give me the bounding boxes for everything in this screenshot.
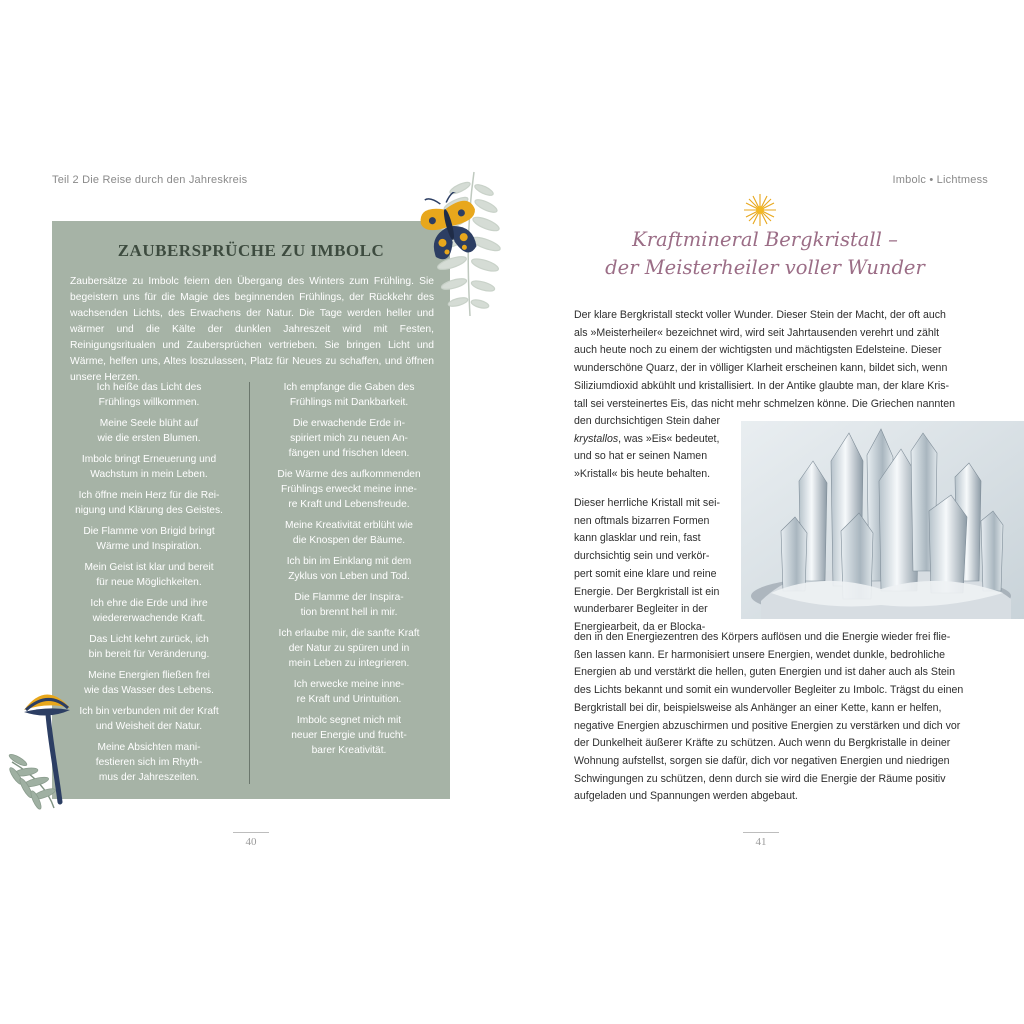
text-line: Dieser herrliche Kristall mit sei- bbox=[574, 497, 720, 509]
text-line: aufgeladen und Spannungen werden abgebaut. bbox=[574, 790, 798, 803]
spell-line: Ich erwecke meine inne- re Kraft und Urintuition. bbox=[293, 679, 405, 705]
text-line: nen oftmals bizarren Formen bbox=[574, 514, 710, 527]
spell-line: Mein Geist ist klar und bereit für neue Möglichkeiten. bbox=[84, 562, 214, 588]
text-line: Wohnung aufstellst, sorgen sie dafür, dich vor negativen Energien und niedrigen bbox=[574, 754, 950, 767]
spell-line: Die Flamme der Inspira- tion brennt hell in mir. bbox=[294, 592, 404, 618]
text-line: den in den Energiezentren des Körpers auflösen und die Energie wieder frei flie- bbox=[574, 631, 951, 643]
text-line: negative Energien abzuschirmen und positive Energien zu verstärken und dich vor bbox=[574, 719, 961, 732]
crystal-image bbox=[741, 421, 1024, 619]
spell-line: Die erwachende Erde in- spiriert mich zu neuen An- fängen und frischen Ideen. bbox=[288, 418, 410, 459]
text-line: Energiearbeit, da er Blocka- bbox=[574, 620, 706, 633]
heading-line: Kraftmineral Bergkristall – bbox=[632, 228, 898, 251]
box-intro: Zaubersätze zu Imbolc feiern den Übergang des Winters zum Frühling. Sie begeistern uns für die Magie des beginnenden Frühlings, der Rückkehr des wachsenden Lichts, des Erwachens der Natur. Die Tage werden heller und wärmer und die Kälte der dunklen Jahreszeit wird mit Festen, Reinigungsritualen und Zaubersprüchen vertrieben. Sie bringen Licht und Wärme, helfen uns, Altes loszulassen, Platz für Neues zu schaffen, und öffnen unsere Herzen. bbox=[70, 276, 434, 383]
paragraph-intro bbox=[574, 307, 972, 413]
text-line: pert somit eine klare und reine bbox=[574, 567, 717, 580]
spell-line: Meine Kreativität erblüht wie die Knospen der Bäume. bbox=[285, 520, 413, 546]
text-line: des Lichts bekannt und somit ein wundervoller Begleiter zu Imbolc. Trägst du einen bbox=[574, 684, 964, 697]
paragraph-name-origin bbox=[574, 413, 734, 484]
page-number-right: 41 bbox=[741, 836, 781, 848]
text-line: Bergkristall bei dir, beispielsweise als Anhänger an einer Kette, kann er helfen, bbox=[574, 701, 942, 714]
spell-line: Ich öffne mein Herz für die Rei- nigung und Klärung des Geistes. bbox=[75, 490, 223, 516]
text-line: durchsichtig sein und verkör- bbox=[574, 550, 710, 563]
page-number-left: 40 bbox=[231, 836, 271, 848]
column-divider bbox=[249, 382, 250, 784]
paragraph-crystal-description bbox=[574, 495, 729, 637]
spell-line: Ich bin verbunden mit der Kraft und Weisheit der Natur. bbox=[79, 706, 219, 732]
spell-line: Imbolc segnet mich mit neuer Energie und frucht- barer Kreativität. bbox=[291, 715, 407, 756]
text-line: tall sei versteinertes Eis, das nicht mehr schmelzen könne. Die Griechen nannten bbox=[574, 397, 955, 410]
box-title: ZAUBERSPRÜCHE ZU IMBOLC bbox=[117, 241, 385, 260]
text-line: auch heute noch zu einem der wichtigsten und mächtigsten Edelsteine. Dieser bbox=[574, 344, 942, 357]
star-icon bbox=[743, 193, 777, 227]
spell-line: Das Licht kehrt zurück, ich bin bereit für Veränderung. bbox=[88, 634, 210, 660]
text-line: Der klare Bergkristall steckt voller Wunder. Dieser Stein der Macht, der oft auch bbox=[574, 309, 946, 321]
text-line: wunderbarer Begleiter in der bbox=[574, 603, 708, 616]
spell-line: Ich heiße das Licht des Frühlings willkommen. bbox=[96, 382, 202, 408]
running-head-left: Teil 2 Die Reise durch den Jahreskreis bbox=[52, 174, 248, 186]
text-line: Schwingungen zu schützen, denn durch sie wird die Energie der Räume positiv bbox=[574, 772, 946, 785]
spell-line: Ich bin im Einklang mit dem Zyklus von Leben und Tod. bbox=[286, 556, 412, 582]
text-line: und so hat er seinen Namen bbox=[574, 450, 708, 463]
spell-line: Meine Absichten mani- festieren sich im Rhyth- mus der Jahreszeiten. bbox=[95, 742, 203, 783]
text-line: wunderschöne Quarz, der in völliger Klarheit erscheinen kann, bildet sich, wenn bbox=[574, 362, 948, 375]
spell-line: Die Flamme von Brigid bringt Wärme und Inspiration. bbox=[83, 526, 215, 552]
text-line: Energie. Der Bergkristall ist ein bbox=[574, 585, 720, 598]
spell-line: Imbolc bringt Erneuerung und Wachstum in mein Leben. bbox=[81, 454, 217, 480]
spell-line: Meine Seele blüht auf wie die ersten Blumen. bbox=[97, 418, 201, 444]
spell-column-2 bbox=[264, 380, 434, 764]
text-line: den durchsichtigen Stein daher bbox=[574, 415, 721, 427]
text-line: kann glasklar und rein, fast bbox=[574, 532, 701, 545]
spell-line: Meine Energien fließen frei wie das Wasser des Lebens. bbox=[84, 670, 214, 696]
mushroom-icon bbox=[4, 680, 84, 810]
spell-line: Ich ehre die Erde und ihre wiedererwachende Kraft. bbox=[90, 598, 208, 624]
text-line: »Kristall« bis heute behalten. bbox=[574, 468, 711, 481]
text-line: der Dunkelheit äußerer Kräfte zu schützen. Auch wenn du Bergkristalle in deiner bbox=[574, 737, 951, 750]
text-line: ßen lassen kann. Er harmonisiert unsere Energien, wendet dunkle, bedrohliche bbox=[574, 648, 945, 661]
paragraph-crystal-energy bbox=[574, 629, 972, 806]
spell-line: Ich empfange die Gaben des Frühlings mit Dankbarkeit. bbox=[283, 382, 415, 408]
text-line: als »Meisterheiler« bezeichnet wird, wird seit Jahrtausenden verehrt und zählt bbox=[574, 326, 940, 339]
text-line: Siliziumdioxid abkühlt und kristallisiert. In der Antike glaubte man, der klare Kris- bbox=[574, 379, 950, 392]
article-heading bbox=[600, 226, 930, 282]
text-line: krystallos, was »Eis« bedeutet, bbox=[574, 432, 720, 445]
heading-line: der Meisterheiler voller Wunder bbox=[605, 256, 925, 279]
spell-line: Die Wärme des aufkommenden Frühlings erweckt meine inne- re Kraft und Lebensfreude. bbox=[277, 469, 421, 510]
running-head-right: Imbolc • Lichtmess bbox=[892, 174, 988, 186]
spell-column-1 bbox=[64, 380, 234, 791]
text-line: Energien ab und verstärkt die hellen, guten Energien und ist daher auch als Stein bbox=[574, 666, 956, 679]
spell-line: Ich erlaube mir, die sanfte Kraft der Natur zu spüren und in mein Leben zu integrieren. bbox=[278, 628, 420, 669]
